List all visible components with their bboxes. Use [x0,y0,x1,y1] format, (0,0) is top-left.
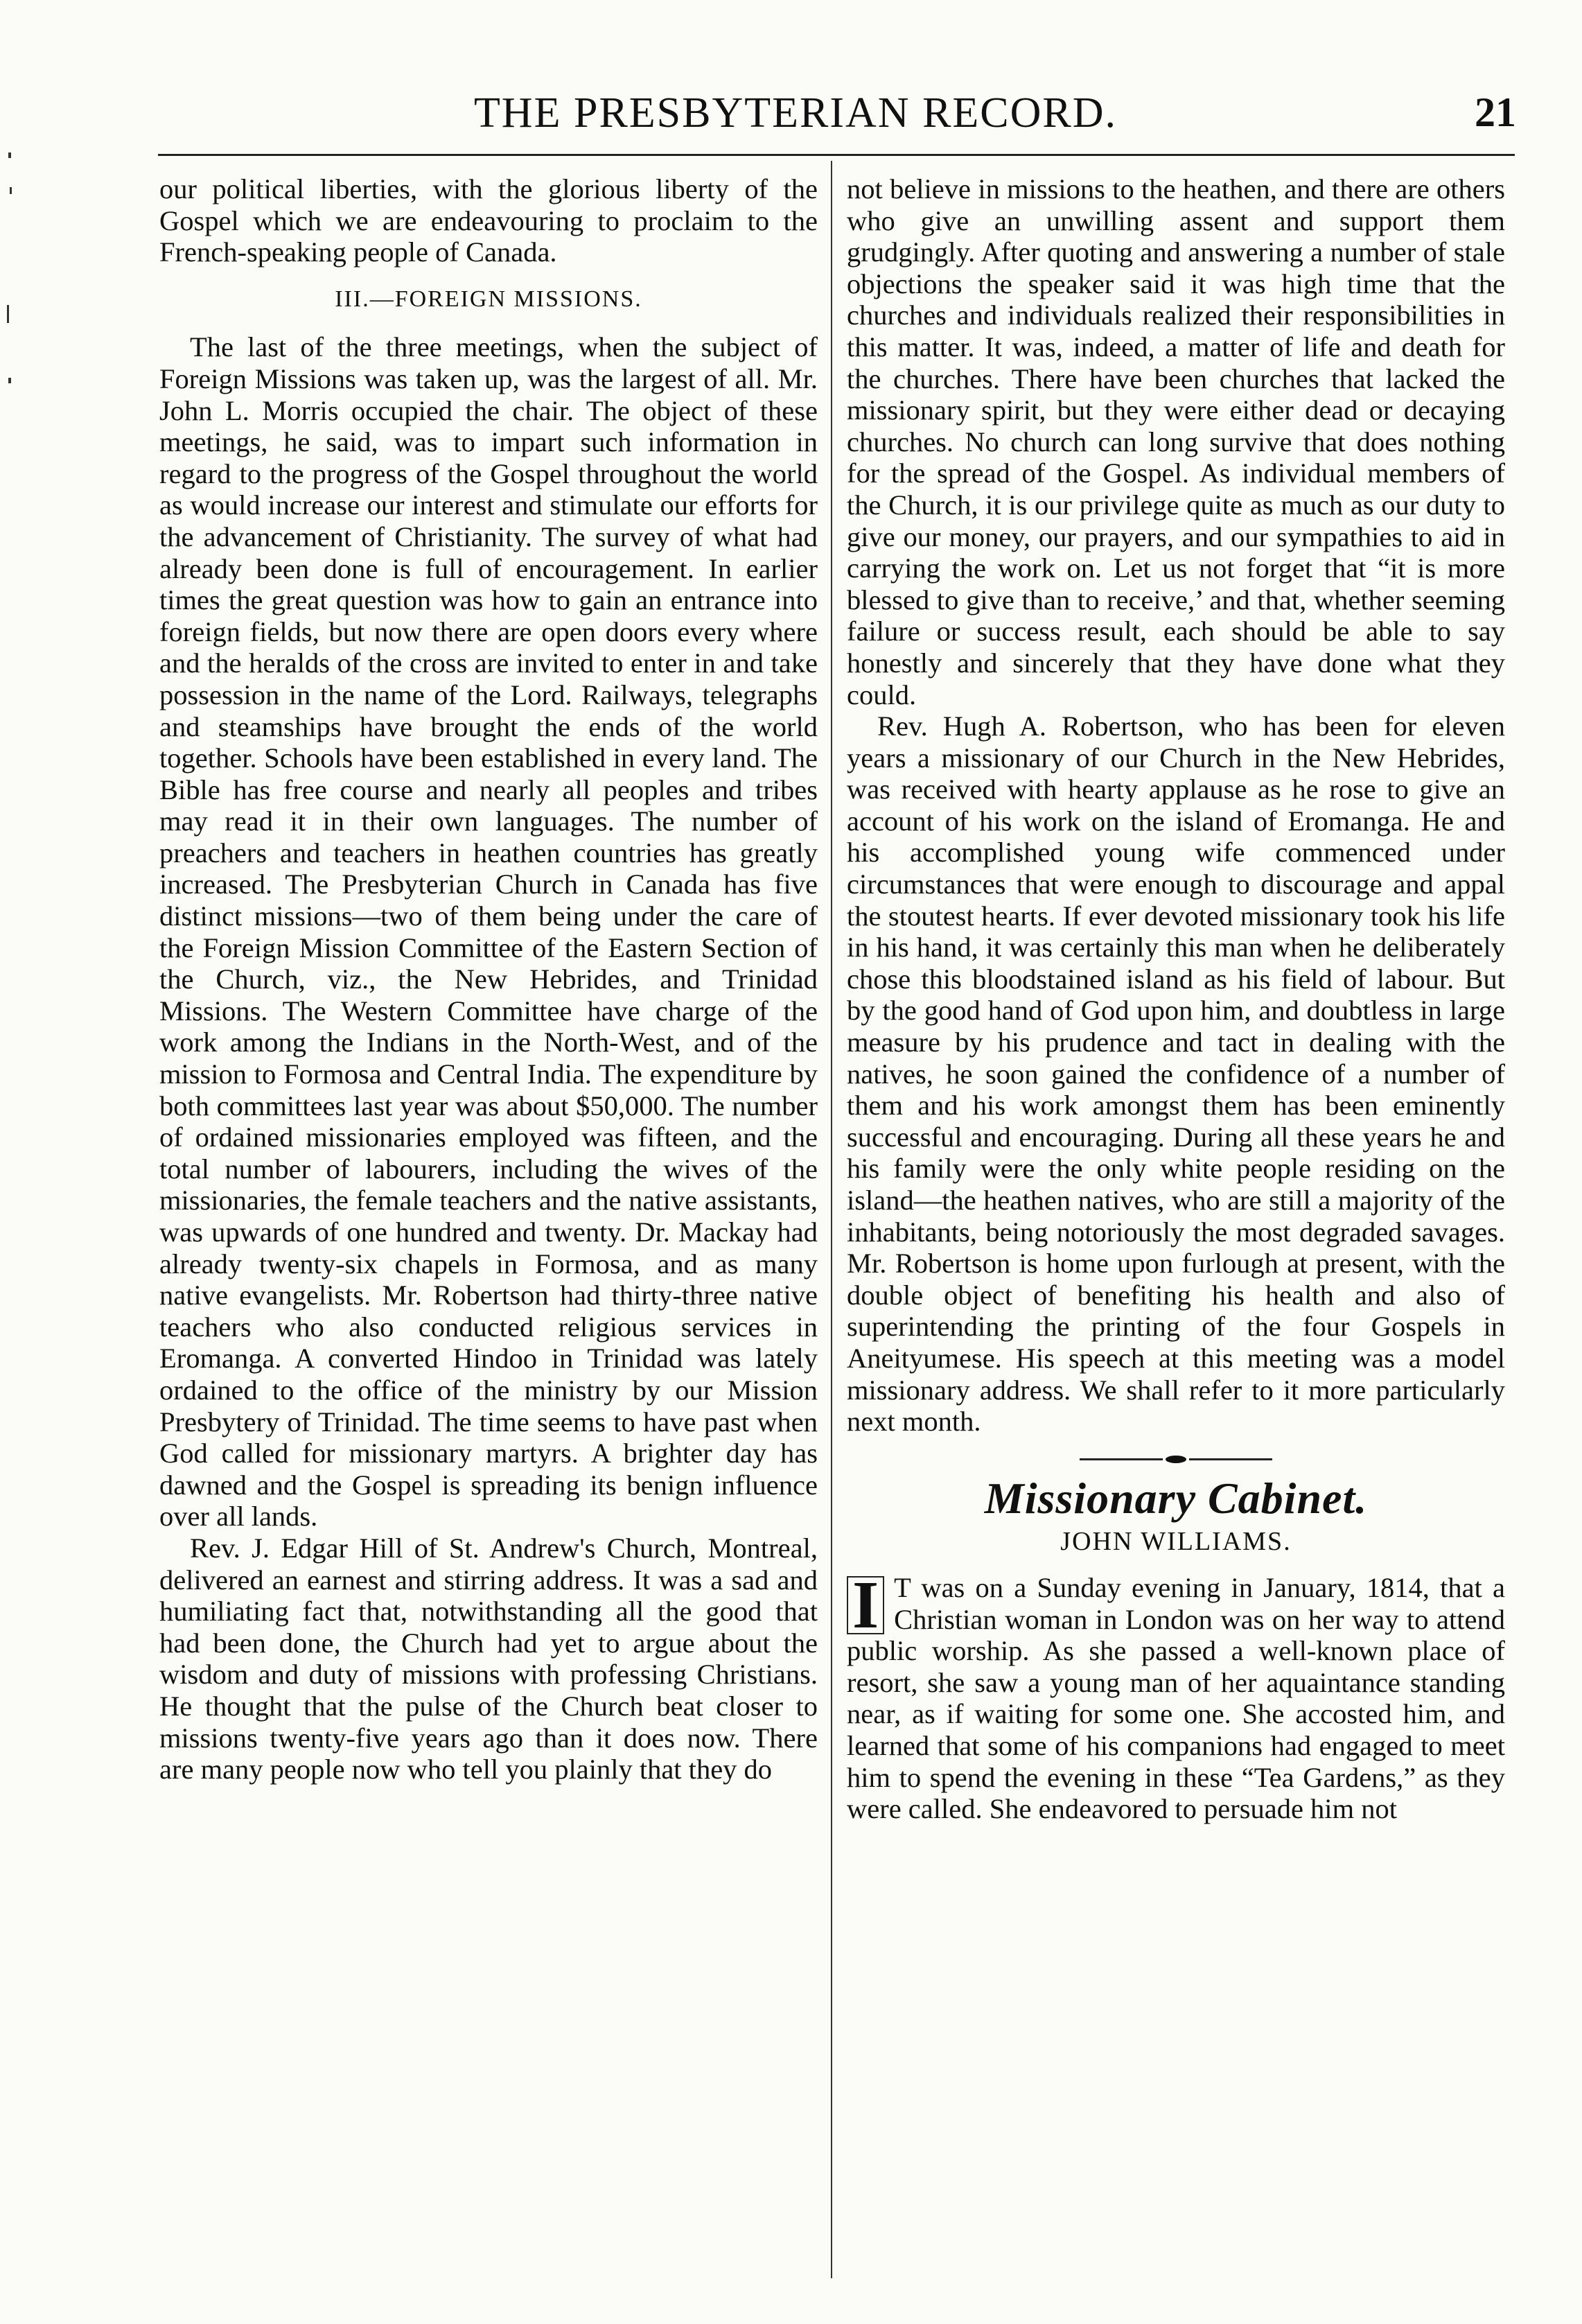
subheading-john-williams: JOHN WILLIAMS. [1060,1527,1292,1557]
paragraph-rev-robertson: Rev. Hugh A. Robertson, who has been for eleven years a missionary of our Church in the New Hebrides, was received with hearty applause as he rose to give an account of his work on the island of Eromanga. He and his accomplished young wife commenced under circumstances that were enough to discourage and appal the stoutest hearts. If ever devoted missionary took his life in his hand, it was certainly this man when he deliberately chose this bloodstained island as his field of labour. But by the good hand of God upon him, and doubtless in large measure by his prudence and tact in dealing with the natives, he soon gained the confidence of a number of them and his work amongst them has been eminently successful and encouraging. During all these years he and his family were the only white people residing on the island—the heathen natives, who are still a majority of the inhabitants, being notoriously the most degraded savages. Mr. Robertson is home upon furlough at present, with the double object of benefiting his health and also of superintending the printing of the four Gospels in Aneityumese. His speech at this meeting was a model missionary address. We shall refer to it more particularly next month. [847,710,1505,1438]
section-title-missionary-cabinet: Missionary Cabinet. [984,1473,1368,1523]
paragraph-foreign-missions-meeting: The last of the three meetings, when the subject of Foreign Missions was taken up, was the largest of all. Mr. John L. Morris occupied the chair. The object of these meetings, he said, was to impart such information in regard to the progress of the Gospel throughout the world as would increase our interest and stimulate our efforts for the advancement of Christianity. The survey of what had already been done is full of encouragement. In earlier times the great question was how to gain an entrance into foreign fields, but now there are open doors every where and the heralds of the cross are invited to enter in and take possession in the name of the Lord. Railways, telegraphs and steamships have brought the ends of the world together. Schools have been established in every land. The Bible has free course and nearly all peoples and tribes may read it in their own languages. The number of preachers and teachers in heathen countries has greatly increased. The Presbyterian Church in Canada has five distinct missions—two of them being under the care of the Foreign Mission Committee of the Eastern Section of the Church, viz., the New Hebrides, and Trinidad Missions. The Western Committee have charge of the work among the Indians in the North-West, and of the mission to Formosa and Central India. The expenditure by both committees last year was about $50,000. The number of ordained missionaries employed was fifteen, and the total number of labourers, including the wives of the missionaries, the female teachers and the native assistants, was upwards of one hundred and twenty. Dr. Mackay had already twenty-six chapels in Formosa, and as many native evangelists. Mr. Robertson had thirty-three native teachers who also conducted religious services in Eromanga. A converted Hindoo in Trinidad was lately ordained to the office of the ministry by our Mission Presbytery of Trinidad. The time seems to have past when God called for missionary martyrs. A brighter day has dawned and the Gospel is spreading its benign influence over all lands. [159,331,818,1532]
left-column [159,173,818,1785]
paragraph-continued: our political liberties, with the glorious liberty of the Gospel which we are endeavouring to proclaim to the French-speaking people of Canada. [159,173,818,268]
drop-cap: I [847,1576,884,1634]
paragraph-rev-hill: Rev. J. Edgar Hill of St. Andrew's Church, Montreal, delivered an earnest and stirring address. It was a sad and humiliating fact that, notwithstanding all the good that had been done, the Church had yet to argue about the wisdom and duty of missions with professing Christians. He thought that the pulse of the Church beat closer to missions twenty-five years ago than it does now. There are many people now who tell you plainly that they do [159,1532,818,1785]
paragraph-continued-right: not believe in missions to the heathen, and there are others who give an unwilling assent and support them grudgingly. After quoting and answering a number of stale objections the speaker said it was high time that the churches and individuals realized their responsibilities in this matter. It was, indeed, a matter of life and death for the churches. There have been churches that lacked the missionary spirit, but they were either dead or decaying churches. No church can long survive that does nothing for the spread of the Gospel. As individual members of the Church, it is our privilege quite as much as our duty to give our money, our prayers, and our sympathies to aid in carrying the work on. Let us not forget that “it is more blessed to give than to receive,’ and that, whether seeming failure or success result, each should be able to say honestly and sincerely that they have done what they could. [847,173,1505,710]
running-head-title: THE PRESBYTERIAN RECORD. [473,89,1118,137]
right-column [847,173,1505,1825]
section-heading-foreign-missions: III.—FOREIGN MISSIONS. [335,286,642,312]
column-divider [831,161,832,2278]
page-header [158,89,1516,152]
header-rule [158,154,1515,156]
paragraph-john-williams [847,1567,1505,1825]
ornament-divider [847,1456,1505,1463]
page-number: 21 [1475,89,1516,135]
paragraph-john-williams-text: T was on a Sunday evening in January, 1814, that a Christian woman in London was on her way to attend public worship. As she passed a well-known place of resort, she saw a young man of her aquaintance standing near, as if waiting for some one. She accosted him, and learned that some of his companions had engaged to meet him to spend the evening in these “Tea Gardens,” as they were called. She endeavored to persuade him not [847,1571,1505,1825]
